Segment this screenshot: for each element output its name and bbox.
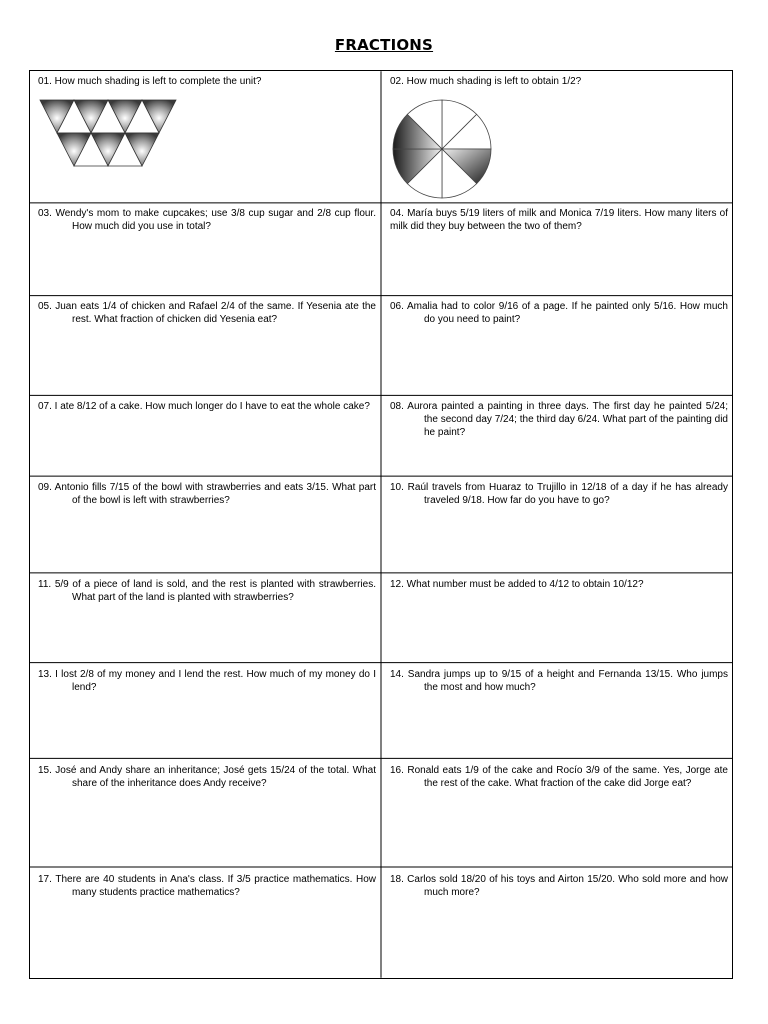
- question-text: 16. Ronald eats 1/9 of the cake and Rocío 3/9 of the same. Yes, Jorge ate the rest of the cake. What fraction of the cake did Jorge eat?: [390, 765, 728, 789]
- question-text: 13. I lost 2/8 of my money and I lend the rest. How much of my money do I lend?: [38, 669, 376, 693]
- question-text: 03. Wendy's mom to make cupcakes; use 3/8 cup sugar and 2/8 cup flour. How much did you use in total?: [38, 208, 376, 232]
- question-cell-17: [30, 869, 382, 980]
- question-text: 05. Juan eats 1/4 of chicken and Rafael 2/4 of the same. If Yesenia ate the rest. What fraction of chicken did Yesenia eat?: [38, 301, 376, 325]
- question-cell-12: [382, 574, 734, 664]
- question-text: 14. Sandra jumps up to 9/15 of a height and Fernanda 13/15. Who jumps the most and how much?: [390, 669, 728, 693]
- question-text: 04. María buys 5/19 liters of milk and Monica 7/19 liters. How many liters of milk did they buy between the two of them?: [390, 208, 728, 232]
- page-title: FRACTIONS: [334, 36, 434, 54]
- question-text: 09. Antonio fills 7/15 of the bowl with strawberries and eats 3/15. What part of the bowl is left with strawberries?: [38, 482, 376, 506]
- question-cell-13: [30, 664, 382, 760]
- question-text: 17. There are 40 students in Ana's class. If 3/5 practice mathematics. How many students practice mathematics?: [38, 874, 376, 898]
- question-text: 06. Amalia had to color 9/16 of a page. If he painted only 5/16. How much do you need to paint?: [390, 301, 728, 325]
- question-text: 08. Aurora painted a painting in three days. The first day he painted 5/24; the second day 7/24; the third day 6/24. What part of the painting did he paint?: [390, 401, 728, 438]
- question-text: 02. How much shading is left to obtain 1/2?: [390, 76, 582, 87]
- question-cell-18: [382, 869, 734, 980]
- question-cell-16: [382, 760, 734, 869]
- question-text: 12. What number must be added to 4/12 to obtain 10/12?: [390, 579, 644, 590]
- question-cell-06: [382, 296, 734, 396]
- question-cell-11: [30, 574, 382, 664]
- question-cell-08: [382, 396, 734, 477]
- question-cell-04: [382, 203, 734, 296]
- question-text: 07. I ate 8/12 of a cake. How much longer do I have to eat the whole cake?: [38, 401, 370, 412]
- question-text: 18. Carlos sold 18/20 of his toys and Airton 15/20. Who sold more and how much more?: [390, 874, 728, 898]
- circle-fraction-figure: [390, 97, 494, 201]
- question-cell-15: [30, 760, 382, 869]
- question-cell-03: [30, 203, 382, 296]
- question-cell-14: [382, 664, 734, 760]
- question-text: 01. How much shading is left to complete the unit?: [38, 76, 262, 87]
- question-cell-07: [30, 396, 382, 477]
- triangle-fraction-figure: [38, 99, 182, 167]
- question-grid: [29, 70, 733, 979]
- question-cell-10: [382, 477, 734, 574]
- question-text: 10. Raúl travels from Huaraz to Trujillo in 12/18 of a day if he has already traveled 9/18. How far do you have to go?: [390, 482, 728, 506]
- question-text: 15. José and Andy share an inheritance; José gets 15/24 of the total. What share of the inheritance does Andy receive?: [38, 765, 376, 789]
- question-text: 11. 5/9 of a piece of land is sold, and the rest is planted with strawberries. What part of the land is planted with strawberries?: [38, 579, 376, 603]
- question-cell-05: [30, 296, 382, 396]
- question-cell-09: [30, 477, 382, 574]
